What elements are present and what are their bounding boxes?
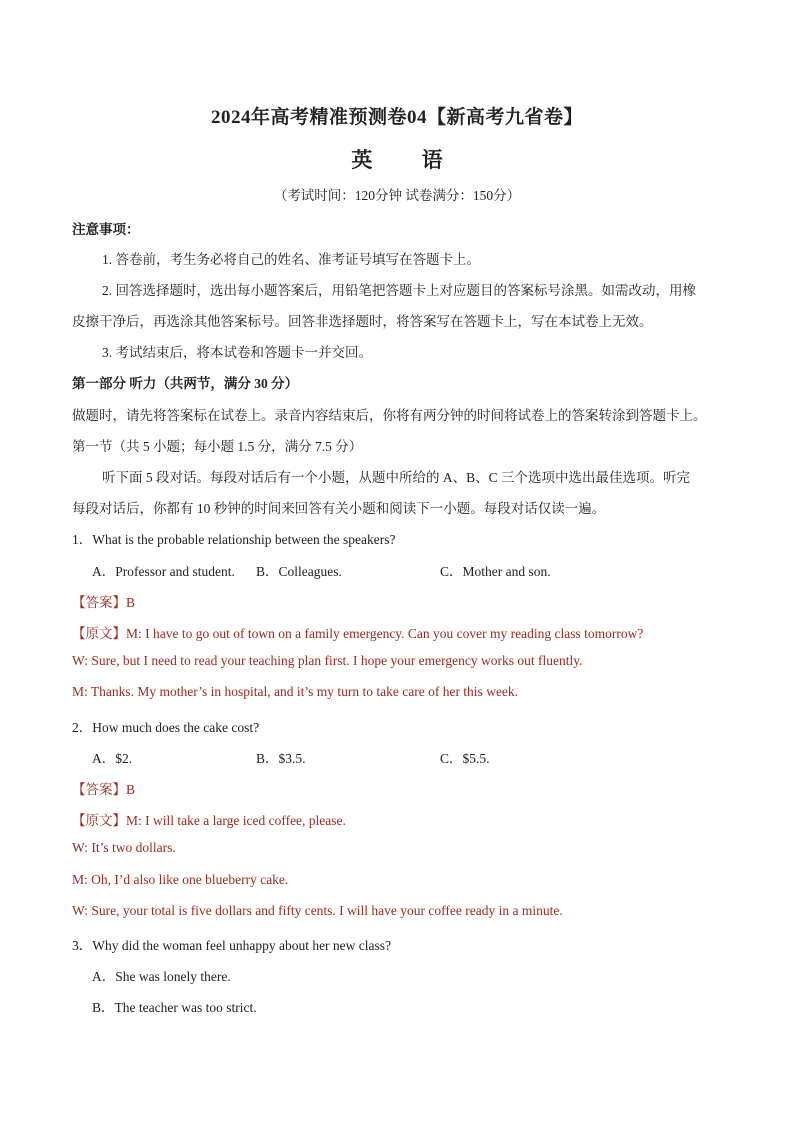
question-2-option-c: C．$5.5. — [440, 751, 490, 766]
question-2-stem: 2．How much does the cake cost? — [72, 720, 260, 735]
section1-instruction-line-2: 每段对话后，你都有 10 秒钟的时间来回答有关小题和阅读下一小题。每段对话仅读一遍。 — [72, 501, 606, 516]
question-1-transcript-line-3: M: Thanks. My mother’s in hospital, and it’s my turn to take care of her this week. — [72, 684, 519, 699]
question-3-option-a: A．She was lonely there. — [92, 969, 231, 984]
question-2-option-b: B．$3.5. — [256, 751, 306, 766]
question-3-stem: 3．Why did the woman feel unhappy about her new class? — [72, 938, 392, 953]
part1-instruction: 做题时，请先将答案标在试卷上。录音内容结束后，你将有两分钟的时间将试卷上的答案转涂到答题卡上。 — [72, 408, 707, 423]
question-2-transcript-line-1: 【原文】M: I will take a large iced coffee, please. — [72, 813, 346, 828]
question-2-transcript-line-3: M: Oh, I’d also like one blueberry cake. — [72, 872, 289, 887]
question-1-transcript-line-1: 【原文】M: I have to go out of town on a family emergency. Can you cover my reading class tomorrow? — [72, 626, 644, 641]
question-2-transcript-line-2: W: It’s two dollars. — [72, 840, 176, 855]
notes-item-3: 3. 考试结束后，将本试卷和答题卡一并交回。 — [102, 345, 372, 360]
question-2-option-a: A．$2. — [92, 751, 133, 766]
question-2-answer: 【答案】B — [72, 782, 136, 797]
page-title: 2024年高考精准预测卷04【新高考九省卷】 — [210, 107, 583, 128]
notes-item-2-line-1: 2. 回答选择题时，选出每小题答案后，用铅笔把答题卡上对应题目的答案标号涂黑。如需改动，用橡 — [102, 283, 696, 298]
notes-item-1: 1. 答卷前，考生务必将自己的姓名、准考证号填写在答题卡上。 — [102, 252, 480, 267]
part1-heading: 第一部分 听力（共两节，满分 30 分） — [72, 376, 299, 391]
question-1-option-b: B．Colleagues. — [256, 564, 342, 579]
notes-item-2-line-2: 皮擦干净后，再选涂其他答案标号。回答非选择题时，将答案写在答题卡上，写在本试卷上无效。 — [72, 314, 653, 329]
section1-instruction-line-1: 听下面 5 段对话。每段对话后有一个小题，从题中所给的 A、B、C 三个选项中选出最佳选项。听完 — [102, 470, 691, 485]
question-1-option-a: A．Professor and student. — [92, 564, 235, 579]
section1-heading: 第一节（共 5 小题；每小题 1.5 分，满分 7.5 分） — [72, 439, 363, 454]
question-1-transcript-line-2: W: Sure, but I need to read your teaching plan first. I hope your emergency works out fluently. — [72, 653, 583, 668]
question-1-stem: 1．What is the probable relationship between the speakers? — [72, 532, 396, 547]
question-2-transcript-line-4: W: Sure, your total is five dollars and fifty cents. I will have your coffee ready in a minute. — [72, 903, 563, 918]
notes-heading: 注意事项： — [72, 222, 140, 237]
question-3-option-b: B．The teacher was too strict. — [92, 1000, 257, 1015]
exam-info: （考试时间：120分钟 试卷满分：150分） — [273, 188, 521, 203]
subject-title: 英 语 — [351, 148, 465, 172]
question-1-option-c: C．Mother and son. — [440, 564, 551, 579]
question-1-answer: 【答案】B — [72, 595, 136, 610]
